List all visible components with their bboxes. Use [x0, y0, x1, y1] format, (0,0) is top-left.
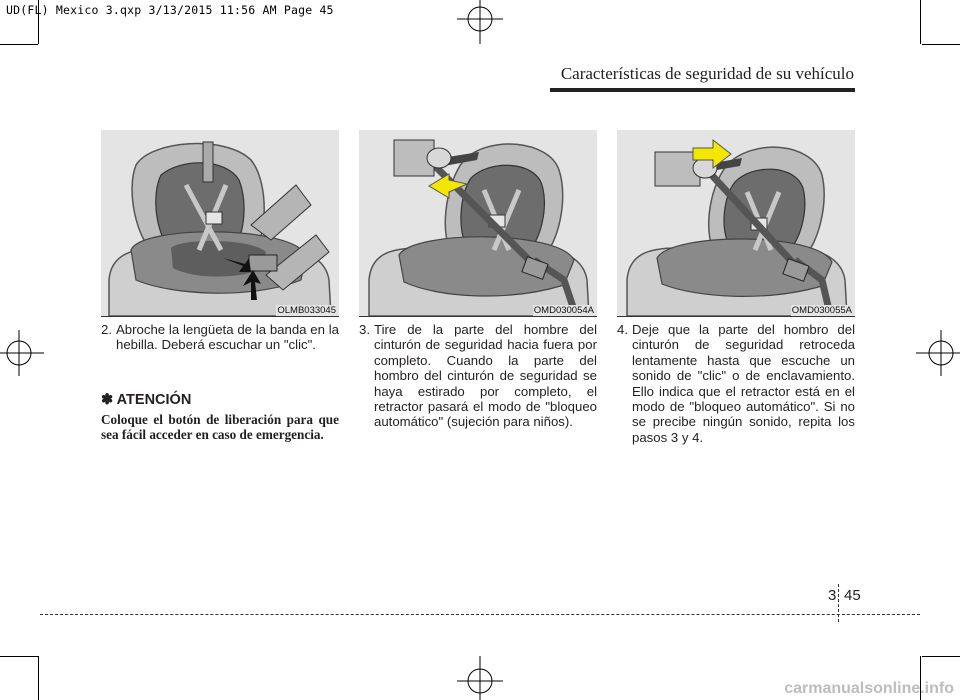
figure-pull-belt: [359, 130, 597, 316]
page-divider: [838, 584, 839, 622]
figure-code: OMD030055A: [791, 305, 852, 316]
step-2: [101, 322, 339, 353]
step-number: 4.: [617, 322, 628, 337]
figure-rule: [101, 316, 339, 317]
step-text: Abroche la lengüeta de la banda en la hebilla. Deberá escuchar un "clic".: [116, 322, 339, 353]
header-rule: [550, 88, 855, 92]
step-text: Tire de la parte del hombre del cinturón de seguridad hacia fuera por completo. Cuando la parte del hombro del cinturón de seguridad se haya estirado por completo, el retractor pasará el modo de "bloqueo automático" (sujeción para niños).: [374, 322, 597, 430]
registration-mark-top: [455, 0, 505, 44]
figure-rule: [359, 316, 597, 317]
figure-code: OMD030054A: [533, 305, 594, 316]
figure-code: OLMB033045: [277, 305, 336, 316]
page-number: 45: [844, 587, 861, 604]
step-number: 2.: [101, 322, 112, 337]
registration-mark-left: [0, 328, 44, 378]
step-4: [617, 322, 855, 445]
step-number: 3.: [359, 322, 370, 337]
warning-body: Coloque el botón de liberación para que sea fácil acceder en caso de emergencia.: [101, 412, 339, 443]
figure-rule: [617, 316, 855, 317]
crop-mark: [922, 656, 960, 657]
step-text: Deje que la parte del hombro del cinturón de seguridad retroceda lentamente hasta que escuche un sonido de "clic" o de enclavamiento. Ello indica que el retractor está en el modo de "bloqueo automático". Si no se precibe ningún sonido, repita los pasos 3 y 4.: [632, 322, 855, 445]
step-3: [359, 322, 597, 430]
page-section: 3: [828, 587, 837, 604]
crop-mark: [0, 44, 38, 45]
registration-mark-right: [916, 328, 960, 378]
crop-mark: [920, 0, 921, 44]
running-title: Características de seguridad de su vehículo: [560, 64, 854, 83]
crop-mark: [922, 44, 960, 45]
print-slug: UD(FL) Mexico 3.qxp 3/13/2015 11:56 AM Page 45: [6, 3, 334, 17]
watermark: carmanualsonline.info: [784, 680, 954, 697]
footer-rule: [40, 614, 920, 615]
figure-retract-belt: [617, 130, 855, 316]
figure-buckle-latch: [101, 130, 339, 316]
warning-title: ✽ ATENCIÓN: [101, 392, 192, 408]
registration-mark-bottom: [455, 656, 505, 700]
crop-mark: [38, 656, 39, 700]
crop-mark: [0, 656, 38, 657]
